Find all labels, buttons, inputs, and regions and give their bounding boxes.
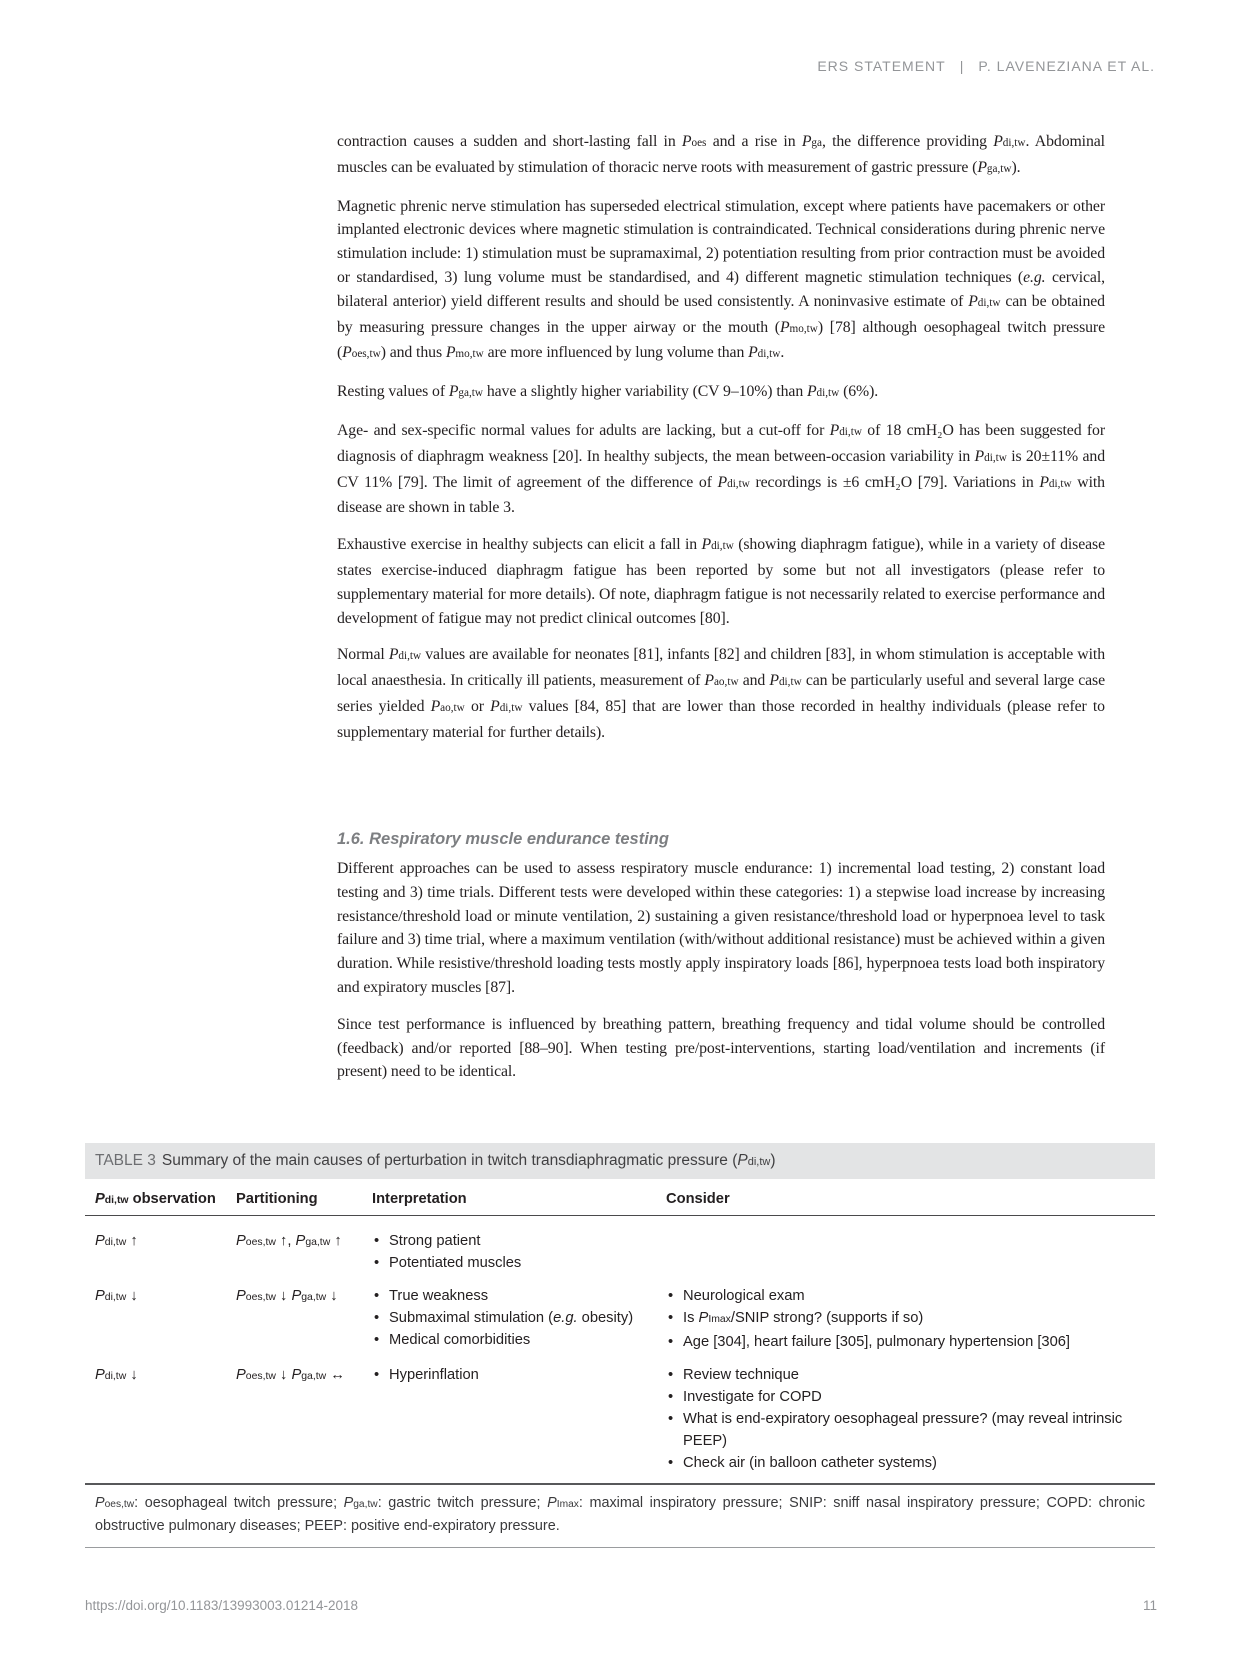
col-header-consider: Consider [666,1191,730,1207]
table-row [85,1216,1155,1274]
bullet-item: • Is PImax/SNIP strong? (supports if so) [666,1307,1145,1331]
table-caption: Summary of the main causes of perturbation in twitch transdiaphragmatic pressure (Pdi,tw) [161,1152,776,1169]
paragraph: Resting values of Pga,tw have a slightly higher variability (CV 9–10%) than Pdi,tw (6%). [337,383,879,401]
cell-partitioning: Poes,tw ↓ Pga,tw ↓ [236,1288,338,1304]
cell-partitioning: Poes,tw ↑, Pga,tw ↑ [236,1233,342,1249]
bullet-item: • Medical comorbidities [372,1329,666,1351]
paragraph: Different approaches can be used to assess respiratory muscle endurance: 1) incremental load testing, 2) constant load testing and 3) time trials. Different tests were developed within these categories: 1) a stepwise load increase by increasing resistance/threshold load or minute ventilation, 2) sustaining a given resistance/threshold load or hyperpnoea level to task failure and 3) time trial, where a maximum ventilation (with/without additional resistance) must be achieved within a given duration. While resistive/threshold loading tests mostly apply inspiratory loads [86], hyperpnoea tests load both inspiratory and expiratory muscles [87]. [337,860,1105,996]
bullet-item: • True weakness [372,1285,666,1307]
bullet-item: • Submaximal stimulation (e.g. obesity) [372,1307,666,1329]
consider-list [666,1285,1145,1353]
col-header-interpretation: Interpretation [372,1191,467,1207]
col-header-partitioning: Partitioning [236,1191,318,1207]
cell-observation: Pdi,tw ↓ [95,1288,138,1304]
paragraph: Since test performance is influenced by breathing pattern, breathing frequency and tidal volume should be controlled (feedback) and/or reported [88–90]. When testing pre/post-interventions, starting load/ventilation and increments (if present) need to be identical. [337,1015,1105,1081]
paragraph: Normal Pdi,tw values are available for neonates [81], infants [82] and children [83], in whom stimulation is acceptable with local anaesthesia. In critically ill patients, measurement of Pao,tw and Pdi,tw can be particularly useful and several large case series yielded Pao,tw or Pdi,tw values [84, 85] that are lower than those recorded in healthy individuals (please refer to supplementary material for further details). [337,646,1105,741]
bullet-item: • Hyperinflation [372,1364,666,1386]
consider-list [666,1364,1145,1474]
table-label: TABLE 3 [95,1152,156,1169]
bullet-item: • Age [304], heart failure [305], pulmonary hypertension [306] [666,1331,1145,1353]
header-separator: | [959,58,965,74]
page-number: 11 [1142,1598,1157,1613]
article-body-upper [337,130,1105,745]
cell-observation: Pdi,tw ↓ [95,1367,138,1383]
bullet-item: • Potentiated muscles [372,1252,666,1274]
journal-label: ERS STATEMENT [817,58,946,74]
article-body-section [337,826,1105,1084]
table-row [85,1274,1155,1353]
interpretation-list [372,1364,666,1474]
paragraph: Exhaustive exercise in healthy subjects can elicit a fall in Pdi,tw (showing diaphragm fatigue), while in a variety of disease states exercise-induced diaphragm fatigue has been reported by some but not all investigators (please refer to supplementary material for more details). Of note, diaphragm fatigue is not necessarily related to exercise performance and development of fatigue may not predict clinical outcomes [80]. [337,536,1105,627]
paragraph: Magnetic phrenic nerve stimulation has superseded electrical stimulation, except where patients have pacemakers or other implanted electronic devices where magnetic stimulation is contraindicated. Technical considerations during phrenic nerve stimulation include: 1) stimulation must be supramaximal, 2) potentiation resulting from prior contraction must be avoided or standardised, 3) lung volume must be standardised, and 4) different magnetic stimulation techniques (e.g. cervical, bilateral anterior) yield different results and should be used consistently. A noninvasive estimate of Pdi,tw can be obtained by measuring pressure changes in the upper airway or the mouth (Pmo,tw) [78] although oesophageal twitch pressure (Poes,tw) and thus Pmo,tw are more influenced by lung volume than Pdi,tw. [337,197,1105,362]
interpretation-list [372,1230,666,1274]
running-head [0,58,1155,74]
doi-link[interactable]: https://doi.org/10.1183/13993003.01214-2018 [85,1598,358,1613]
authors-label: P. LAVENEZIANA ET AL. [978,58,1155,74]
table-header-row [85,1191,1155,1216]
bullet-item: • Neurological exam [666,1285,1145,1307]
section-heading: 1.6. Respiratory muscle endurance testing [337,830,669,848]
col-header-observation: Pdi,tw observation [95,1191,216,1207]
page-footer [85,1598,1157,1613]
bullet-item: • What is end-expiratory oesophageal pressure? (may reveal intrinsic PEEP) [666,1408,1145,1452]
interpretation-list [372,1285,666,1353]
paragraph: Age- and sex-specific normal values for adults are lacking, but a cut-off for Pdi,tw of 18 cmH₂O has been suggested for diagnosis of diaphragm weakness [20]. In healthy subjects, the mean between-occasion variability in Pdi,tw is 20±11% and CV 11% [79]. The limit of agreement of the difference of Pdi,tw recordings is ±6 cmH₂O [79]. Variations in Pdi,tw with disease are shown in table 3. [337,421,1105,517]
paragraph: contraction causes a sudden and short-lasting fall in Poes and a rise in Pga, the difference providing Pdi,tw. Abdominal muscles can be evaluated by stimulation of thoracic nerve roots with measurement of gastric pressure (Pga,tw). [337,133,1105,176]
table-row [85,1353,1155,1474]
bullet-item: • Strong patient [372,1230,666,1252]
cell-partitioning: Poes,tw ↓ Pga,tw ↔ [236,1367,345,1383]
table-title-bar [85,1143,1155,1179]
table-footnote: Poes,tw: oesophageal twitch pressure; Pga,tw: gastric twitch pressure; PImax: maximal inspiratory pressure; SNIP: sniff nasal inspiratory pressure; COPD: chronic obstructive pulmonary diseases; PEEP: positive end-expiratory pressure. [85,1485,1155,1548]
bullet-item: • Review technique [666,1364,1145,1386]
bullet-item: • Investigate for COPD [666,1386,1145,1408]
consider-list-empty [666,1230,1145,1274]
bullet-item: • Check air (in balloon catheter systems) [666,1452,1145,1474]
cell-observation: Pdi,tw ↑ [95,1233,138,1249]
table-3 [85,1143,1155,1548]
